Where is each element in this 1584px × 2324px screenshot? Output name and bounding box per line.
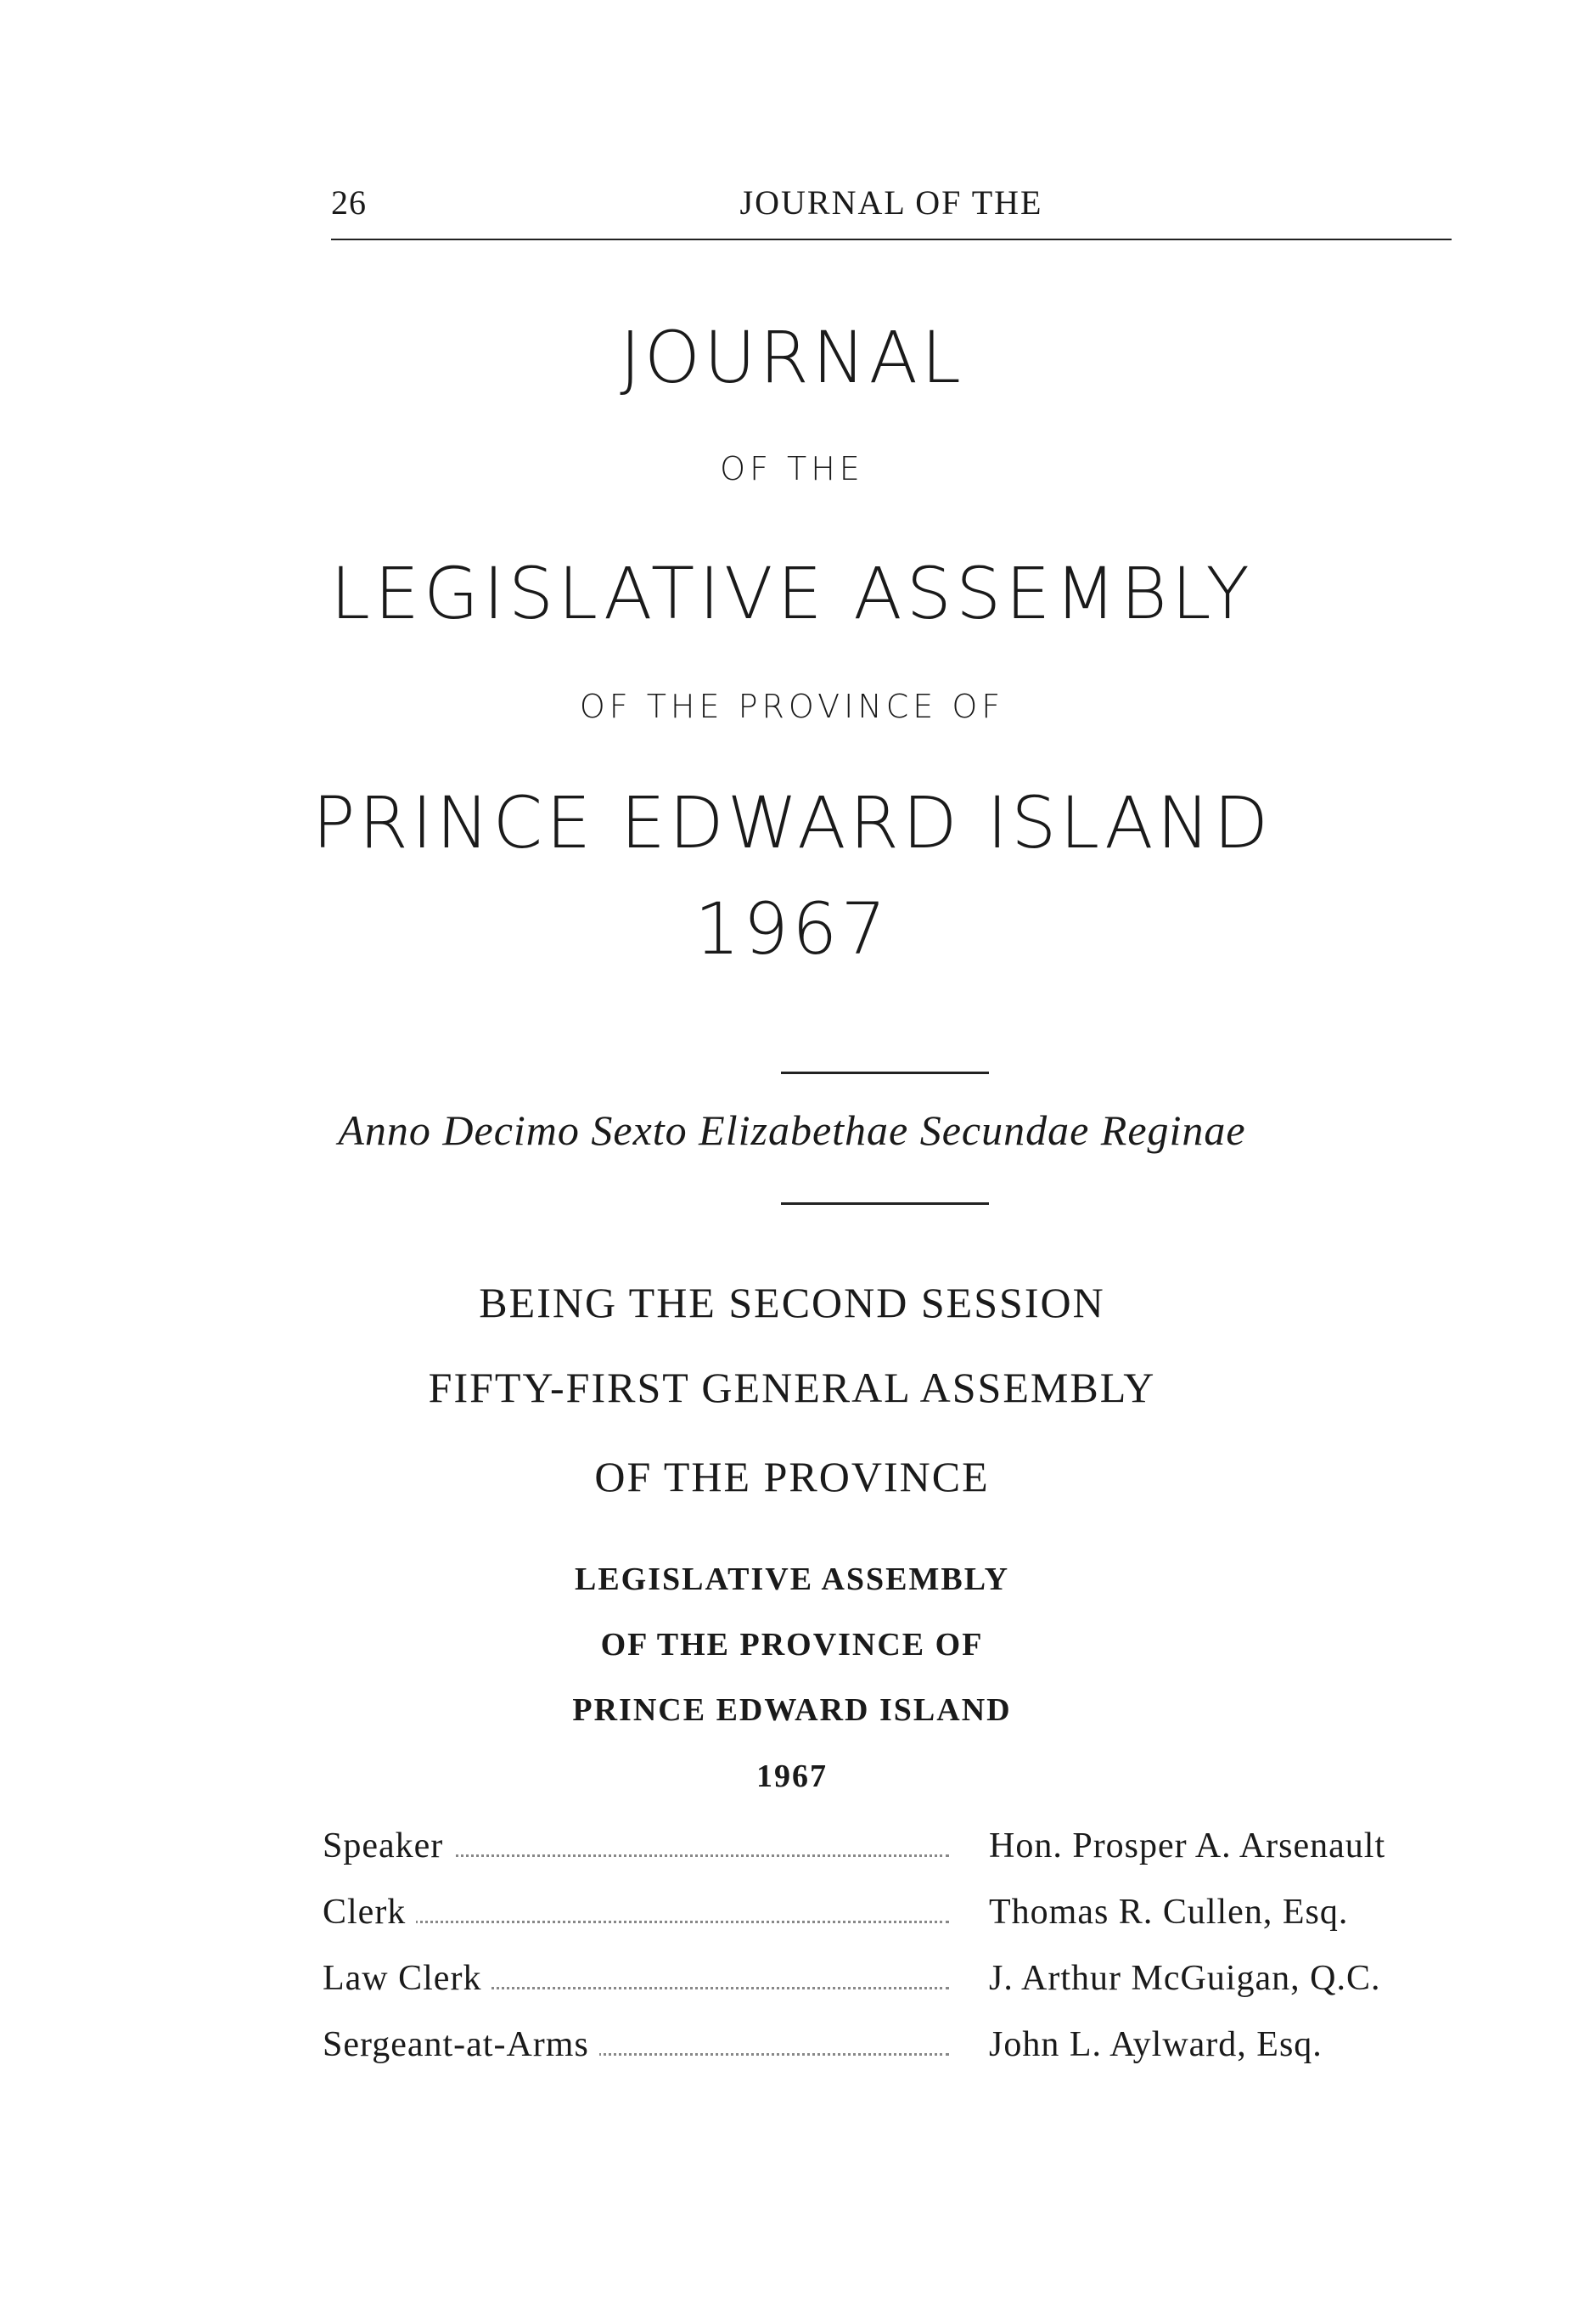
session-line-2: FIFTY-FIRST GENERAL ASSEMBLY bbox=[428, 1364, 1156, 1411]
title-of-the: OF THE bbox=[720, 450, 864, 487]
officer-name: John L. Aylward, Esq. bbox=[989, 2025, 1323, 2064]
title-of-the-province-of: OF THE PROVINCE OF bbox=[579, 688, 1005, 725]
officer-name: J. Arthur McGuigan, Q.C. bbox=[989, 1959, 1381, 1998]
divider-rule-top bbox=[781, 1072, 989, 1074]
officers-heading-line-1: LEGISLATIVE ASSEMBLY bbox=[574, 1562, 1010, 1597]
title-journal: JOURNAL bbox=[620, 316, 964, 399]
officers-heading-line-3: PRINCE EDWARD ISLAND bbox=[572, 1692, 1012, 1728]
running-title: JOURNAL OF THE bbox=[739, 183, 1043, 222]
page-number: 26 bbox=[331, 183, 367, 222]
officer-row-sergeant-at-arms bbox=[323, 2024, 1452, 2090]
title-legislative-assembly: LEGISLATIVE ASSEMBLY bbox=[330, 552, 1254, 635]
regnal-year: Anno Decimo Sexto Elizabethae Secundae Reginae bbox=[338, 1106, 1246, 1154]
officer-role: Law Clerk bbox=[323, 1958, 491, 1999]
session-line-1: BEING THE SECOND SESSION bbox=[479, 1279, 1105, 1326]
session-line-3: OF THE PROVINCE bbox=[594, 1453, 990, 1500]
officer-role: Sergeant-at-Arms bbox=[323, 2024, 599, 2065]
dot-leader bbox=[323, 1921, 949, 1923]
officer-row-speaker bbox=[323, 1826, 1452, 1892]
officers-heading-year: 1967 bbox=[756, 1758, 828, 1794]
officer-row-law-clerk bbox=[323, 1958, 1452, 2024]
running-header bbox=[331, 183, 1452, 234]
officer-name: Thomas R. Cullen, Esq. bbox=[989, 1893, 1349, 1932]
officers-heading-line-2: OF THE PROVINCE OF bbox=[600, 1627, 984, 1663]
divider-rule-bottom bbox=[781, 1202, 989, 1205]
header-rule bbox=[331, 239, 1452, 240]
officer-role: Clerk bbox=[323, 1892, 416, 1933]
title-province: PRINCE EDWARD ISLAND bbox=[312, 781, 1272, 864]
officer-role: Speaker bbox=[323, 1826, 453, 1866]
officer-row-clerk bbox=[323, 1892, 1452, 1958]
officers-list bbox=[323, 1826, 1452, 2090]
officer-name: Hon. Prosper A. Arsenault bbox=[989, 1826, 1386, 1865]
title-year: 1967 bbox=[694, 887, 890, 971]
